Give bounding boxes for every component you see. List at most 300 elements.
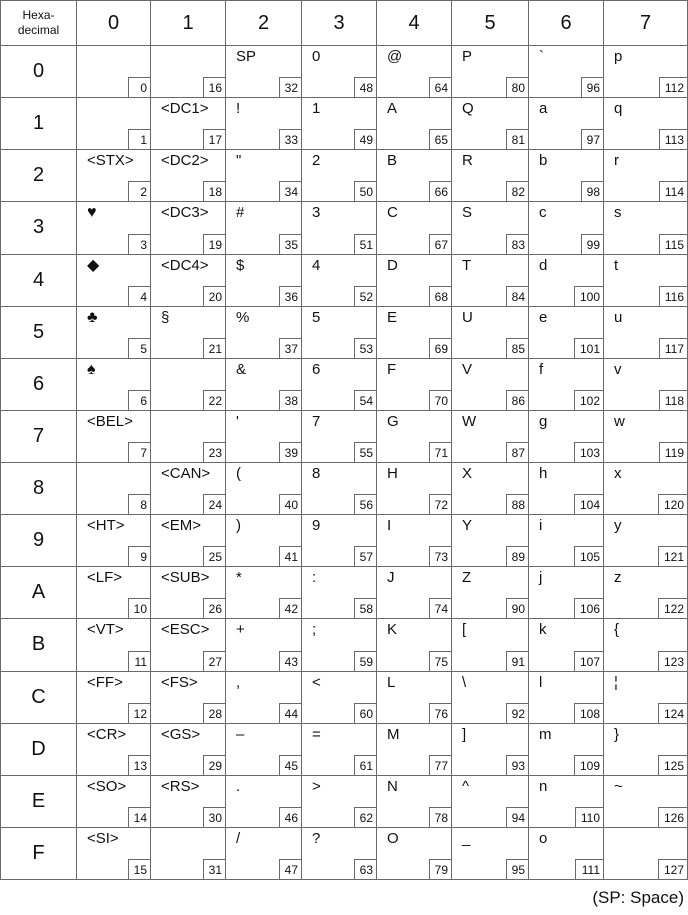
decimal-code-box: 65	[429, 129, 451, 149]
decimal-code-box: 121	[658, 546, 687, 566]
character-glyph: ¦	[614, 673, 618, 691]
code-cell	[302, 46, 377, 98]
code-cell	[604, 463, 688, 515]
character-glyph: Q	[462, 100, 474, 118]
code-cell	[604, 306, 688, 358]
character-glyph: @	[387, 48, 403, 65]
character-glyph: s	[614, 204, 622, 222]
decimal-code-box: 127	[658, 859, 687, 879]
character-glyph: 4	[312, 256, 321, 274]
code-cell	[529, 358, 604, 410]
code-cell	[77, 410, 151, 462]
code-cell	[77, 619, 151, 671]
decimal-code-box: 0	[128, 77, 150, 97]
decimal-code-box: 107	[574, 651, 603, 671]
decimal-code-box: 22	[203, 390, 225, 410]
decimal-code-box: 83	[506, 234, 528, 254]
character-glyph: *	[236, 569, 242, 587]
code-cell	[377, 254, 452, 306]
code-cell	[151, 619, 226, 671]
code-cell	[302, 410, 377, 462]
code-cell	[302, 98, 377, 150]
footnote: (SP: Space)	[592, 888, 684, 907]
row-header-7: 7	[1, 410, 77, 462]
table-row	[1, 358, 688, 410]
character-glyph: <SUB>	[161, 569, 210, 587]
code-cell	[452, 827, 529, 879]
row-header-C: C	[1, 671, 77, 723]
code-cell	[151, 827, 226, 879]
code-cell	[604, 46, 688, 98]
code-cell	[151, 775, 226, 827]
character-glyph: ;	[312, 621, 317, 639]
row-header-8: 8	[1, 463, 77, 515]
decimal-code-box: 82	[506, 181, 528, 201]
decimal-code-box: 126	[658, 807, 687, 827]
decimal-code-box: 24	[203, 494, 225, 514]
code-cell	[77, 723, 151, 775]
character-glyph: 7	[312, 412, 321, 430]
decimal-code-box: 76	[429, 703, 451, 723]
character-glyph: 3	[312, 204, 321, 222]
decimal-code-box: 25	[203, 546, 225, 566]
character-glyph: F	[387, 360, 397, 378]
code-cell	[226, 98, 302, 150]
character-glyph: 1	[312, 100, 321, 118]
character-glyph: K	[387, 621, 398, 639]
character-glyph: 0	[312, 48, 321, 65]
code-cell	[226, 306, 302, 358]
code-cell	[452, 358, 529, 410]
code-cell	[77, 567, 151, 619]
decimal-code-box: 88	[506, 494, 528, 514]
decimal-code-box: 51	[354, 234, 376, 254]
column-header-5: 5	[452, 1, 529, 46]
code-cell	[151, 463, 226, 515]
code-cell	[302, 306, 377, 358]
decimal-code-box: 9	[128, 546, 150, 566]
code-cell	[604, 98, 688, 150]
character-glyph: M	[387, 725, 400, 743]
character-glyph: 2	[312, 152, 321, 170]
code-cell	[151, 202, 226, 254]
code-cell	[452, 98, 529, 150]
character-glyph: ,	[236, 673, 241, 691]
code-cell	[77, 254, 151, 306]
decimal-code-box: 74	[429, 598, 451, 618]
decimal-code-box: 80	[506, 77, 528, 97]
code-cell	[377, 827, 452, 879]
character-glyph: <RS>	[161, 777, 200, 795]
decimal-code-box: 42	[279, 598, 301, 618]
code-cell	[529, 567, 604, 619]
decimal-code-box: 62	[354, 807, 376, 827]
code-cell	[151, 306, 226, 358]
character-glyph: .	[236, 777, 241, 795]
table-row	[1, 567, 688, 619]
character-glyph: §	[161, 308, 170, 326]
decimal-code-box: 10	[128, 598, 150, 618]
decimal-code-box: 120	[658, 494, 687, 514]
character-glyph: <SO>	[87, 777, 127, 795]
code-cell	[604, 827, 688, 879]
decimal-code-box: 55	[354, 442, 376, 462]
character-glyph: X	[462, 465, 473, 482]
character-glyph: (	[236, 465, 241, 482]
decimal-code-box: 6	[128, 390, 150, 410]
decimal-code-box: 105	[574, 546, 603, 566]
decimal-code-box: 86	[506, 390, 528, 410]
decimal-code-box: 78	[429, 807, 451, 827]
code-cell	[151, 515, 226, 567]
code-cell	[377, 306, 452, 358]
code-cell	[529, 46, 604, 98]
decimal-code-box: 47	[279, 859, 301, 879]
character-glyph: )	[236, 517, 241, 535]
character-glyph: C	[387, 204, 398, 222]
code-cell	[151, 671, 226, 723]
decimal-code-box: 27	[203, 651, 225, 671]
code-cell	[77, 463, 151, 515]
decimal-code-box: 69	[429, 338, 451, 358]
column-header-4: 4	[377, 1, 452, 46]
code-cell	[377, 463, 452, 515]
decimal-code-box: 50	[354, 181, 376, 201]
character-glyph: m	[539, 725, 552, 743]
code-cell	[452, 567, 529, 619]
character-glyph: <EM>	[161, 517, 202, 535]
decimal-code-box: 30	[203, 807, 225, 827]
code-cell	[452, 775, 529, 827]
code-cell	[226, 723, 302, 775]
code-cell	[529, 775, 604, 827]
character-glyph: I	[387, 517, 392, 535]
code-cell	[452, 671, 529, 723]
decimal-code-box: 21	[203, 338, 225, 358]
code-cell	[529, 827, 604, 879]
code-cell	[604, 410, 688, 462]
decimal-code-box: 123	[658, 651, 687, 671]
code-cell	[302, 515, 377, 567]
code-cell	[302, 567, 377, 619]
character-glyph: B	[387, 152, 398, 170]
decimal-code-box: 57	[354, 546, 376, 566]
decimal-code-box: 73	[429, 546, 451, 566]
character-glyph: [	[462, 621, 467, 639]
table-row	[1, 150, 688, 202]
character-glyph: <GS>	[161, 725, 201, 743]
character-glyph: f	[539, 360, 544, 378]
character-glyph: <SI>	[87, 829, 119, 847]
character-glyph: ♠	[87, 360, 96, 378]
character-glyph: <LF>	[87, 569, 123, 587]
decimal-code-box: 56	[354, 494, 376, 514]
character-glyph: '	[236, 412, 239, 430]
character-glyph: ~	[614, 777, 623, 795]
code-cell	[151, 358, 226, 410]
table-row	[1, 827, 688, 879]
code-cell	[226, 150, 302, 202]
column-header-0: 0	[77, 1, 151, 46]
code-cell	[226, 410, 302, 462]
decimal-code-box: 103	[574, 442, 603, 462]
decimal-code-box: 23	[203, 442, 225, 462]
character-glyph: ◆	[87, 256, 100, 274]
column-header-row	[1, 1, 688, 46]
character-glyph: +	[236, 621, 245, 639]
character-glyph: `	[539, 48, 544, 65]
code-cell	[302, 358, 377, 410]
decimal-code-box: 67	[429, 234, 451, 254]
decimal-code-box: 124	[658, 703, 687, 723]
code-cell	[604, 567, 688, 619]
character-glyph: n	[539, 777, 548, 795]
character-glyph: <DC3>	[161, 204, 209, 222]
row-header-3: 3	[1, 202, 77, 254]
character-glyph: <HT>	[87, 517, 125, 535]
column-header-3: 3	[302, 1, 377, 46]
row-header-0: 0	[1, 46, 77, 98]
character-glyph: <STX>	[87, 152, 134, 170]
code-cell	[302, 202, 377, 254]
code-cell	[151, 567, 226, 619]
decimal-code-box: 89	[506, 546, 528, 566]
decimal-code-box: 64	[429, 77, 451, 97]
row-header-F: F	[1, 827, 77, 879]
character-glyph: 8	[312, 465, 321, 482]
character-glyph: =	[312, 725, 321, 743]
decimal-code-box: 96	[581, 77, 603, 97]
decimal-code-box: 18	[203, 181, 225, 201]
character-glyph: L	[387, 673, 396, 691]
character-glyph: o	[539, 829, 548, 847]
row-header-E: E	[1, 775, 77, 827]
code-cell	[452, 723, 529, 775]
decimal-code-box: 59	[354, 651, 376, 671]
row-header-9: 9	[1, 515, 77, 567]
code-cell	[77, 671, 151, 723]
decimal-code-box: 99	[581, 234, 603, 254]
decimal-code-box: 68	[429, 286, 451, 306]
code-cell	[226, 827, 302, 879]
character-glyph: <VT>	[87, 621, 124, 639]
character-glyph: <FS>	[161, 673, 198, 691]
decimal-code-box: 60	[354, 703, 376, 723]
character-glyph: y	[614, 517, 622, 535]
code-cell	[151, 254, 226, 306]
code-cell	[604, 619, 688, 671]
decimal-code-box: 77	[429, 755, 451, 775]
decimal-code-box: 17	[203, 129, 225, 149]
character-glyph: Z	[462, 569, 472, 587]
character-glyph: %	[236, 308, 250, 326]
character-glyph: i	[539, 517, 543, 535]
code-cell	[226, 515, 302, 567]
character-glyph: O	[387, 829, 399, 847]
code-cell	[529, 150, 604, 202]
code-cell	[377, 358, 452, 410]
character-glyph: r	[614, 152, 619, 170]
column-header-7: 7	[604, 1, 688, 46]
character-glyph: S	[462, 204, 473, 222]
character-glyph: $	[236, 256, 245, 274]
decimal-code-box: 92	[506, 703, 528, 723]
character-glyph: &	[236, 360, 247, 378]
decimal-code-box: 31	[203, 859, 225, 879]
code-cell	[377, 775, 452, 827]
table-row	[1, 515, 688, 567]
decimal-code-box: 49	[354, 129, 376, 149]
decimal-code-box: 39	[279, 442, 301, 462]
code-cell	[302, 775, 377, 827]
decimal-code-box: 45	[279, 755, 301, 775]
table-row	[1, 463, 688, 515]
character-glyph: w	[614, 412, 625, 430]
decimal-code-box: 91	[506, 651, 528, 671]
code-cell	[604, 723, 688, 775]
character-glyph: <BEL>	[87, 412, 133, 430]
row-header-D: D	[1, 723, 77, 775]
decimal-code-box: 95	[506, 859, 528, 879]
character-glyph: q	[614, 100, 623, 118]
character-glyph: >	[312, 777, 321, 795]
code-cell	[529, 254, 604, 306]
character-glyph: U	[462, 308, 473, 326]
decimal-code-box: 16	[203, 77, 225, 97]
code-cell	[604, 358, 688, 410]
decimal-code-box: 116	[659, 286, 687, 306]
row-header-5: 5	[1, 306, 77, 358]
code-cell	[604, 254, 688, 306]
character-glyph: <CR>	[87, 725, 127, 743]
decimal-code-box: 110	[575, 807, 603, 827]
table-row	[1, 410, 688, 462]
character-glyph: }	[614, 725, 620, 743]
decimal-code-box: 93	[506, 755, 528, 775]
character-glyph: <DC4>	[161, 256, 209, 274]
decimal-code-box: 90	[506, 598, 528, 618]
character-glyph: "	[236, 152, 242, 170]
character-glyph: !	[236, 100, 241, 118]
code-cell	[302, 723, 377, 775]
code-cell	[226, 254, 302, 306]
code-cell	[529, 202, 604, 254]
code-cell	[452, 150, 529, 202]
character-glyph: z	[614, 569, 622, 587]
code-cell	[452, 254, 529, 306]
code-cell	[377, 410, 452, 462]
table-row	[1, 306, 688, 358]
code-cell	[77, 202, 151, 254]
character-glyph: c	[539, 204, 547, 222]
character-glyph: A	[387, 100, 398, 118]
character-glyph: a	[539, 100, 548, 118]
decimal-code-box: 84	[506, 286, 528, 306]
decimal-code-box: 111	[575, 859, 603, 879]
character-glyph: ]	[462, 725, 467, 743]
decimal-code-box: 98	[581, 181, 603, 201]
decimal-code-box: 61	[354, 755, 376, 775]
code-cell	[452, 619, 529, 671]
decimal-code-box: 37	[279, 338, 301, 358]
row-header-B: B	[1, 619, 77, 671]
character-glyph: R	[462, 152, 473, 170]
decimal-code-box: 100	[574, 286, 603, 306]
character-glyph: H	[387, 465, 398, 482]
code-cell	[151, 410, 226, 462]
code-cell	[529, 723, 604, 775]
decimal-code-box: 125	[658, 755, 687, 775]
character-glyph: t	[614, 256, 619, 274]
decimal-code-box: 70	[429, 390, 451, 410]
decimal-code-box: 113	[659, 129, 687, 149]
character-glyph: P	[462, 48, 473, 65]
code-cell	[529, 410, 604, 462]
code-cell	[529, 671, 604, 723]
decimal-code-box: 117	[659, 338, 687, 358]
decimal-code-box: 34	[279, 181, 301, 201]
code-cell	[226, 567, 302, 619]
code-cell	[452, 410, 529, 462]
row-header-4: 4	[1, 254, 77, 306]
code-cell	[151, 98, 226, 150]
decimal-code-box: 5	[128, 338, 150, 358]
decimal-code-box: 58	[354, 598, 376, 618]
decimal-code-box: 11	[128, 651, 150, 671]
code-cell	[377, 723, 452, 775]
decimal-code-box: 20	[203, 286, 225, 306]
decimal-code-box: 94	[506, 807, 528, 827]
code-cell	[377, 671, 452, 723]
code-cell	[604, 150, 688, 202]
decimal-code-box: 87	[506, 442, 528, 462]
decimal-code-box: 7	[128, 442, 150, 462]
code-cell	[151, 723, 226, 775]
code-cell	[377, 202, 452, 254]
code-cell	[226, 671, 302, 723]
row-header-2: 2	[1, 150, 77, 202]
code-cell	[452, 202, 529, 254]
decimal-code-box: 63	[354, 859, 376, 879]
code-cell	[302, 150, 377, 202]
code-cell	[226, 619, 302, 671]
code-cell	[604, 515, 688, 567]
code-cell	[226, 202, 302, 254]
character-glyph: {	[614, 621, 620, 639]
decimal-code-box: 14	[128, 807, 150, 827]
code-cell	[302, 619, 377, 671]
decimal-code-box: 122	[658, 598, 687, 618]
code-cell	[452, 463, 529, 515]
decimal-code-box: 72	[429, 494, 451, 514]
decimal-code-box: 97	[581, 129, 603, 149]
character-glyph: V	[462, 360, 473, 378]
code-cell	[529, 515, 604, 567]
decimal-code-box: 44	[279, 703, 301, 723]
decimal-code-box: 12	[128, 703, 150, 723]
column-header-6: 6	[529, 1, 604, 46]
table-row	[1, 723, 688, 775]
character-glyph: <ESC>	[161, 621, 210, 639]
code-cell	[151, 150, 226, 202]
character-glyph: :	[312, 569, 317, 587]
code-cell	[529, 306, 604, 358]
character-glyph: Y	[462, 517, 473, 535]
row-header-A: A	[1, 567, 77, 619]
hexadecimal-corner-label: Hexa- decimal	[1, 1, 77, 46]
decimal-code-box: 75	[429, 651, 451, 671]
decimal-code-box: 43	[279, 651, 301, 671]
